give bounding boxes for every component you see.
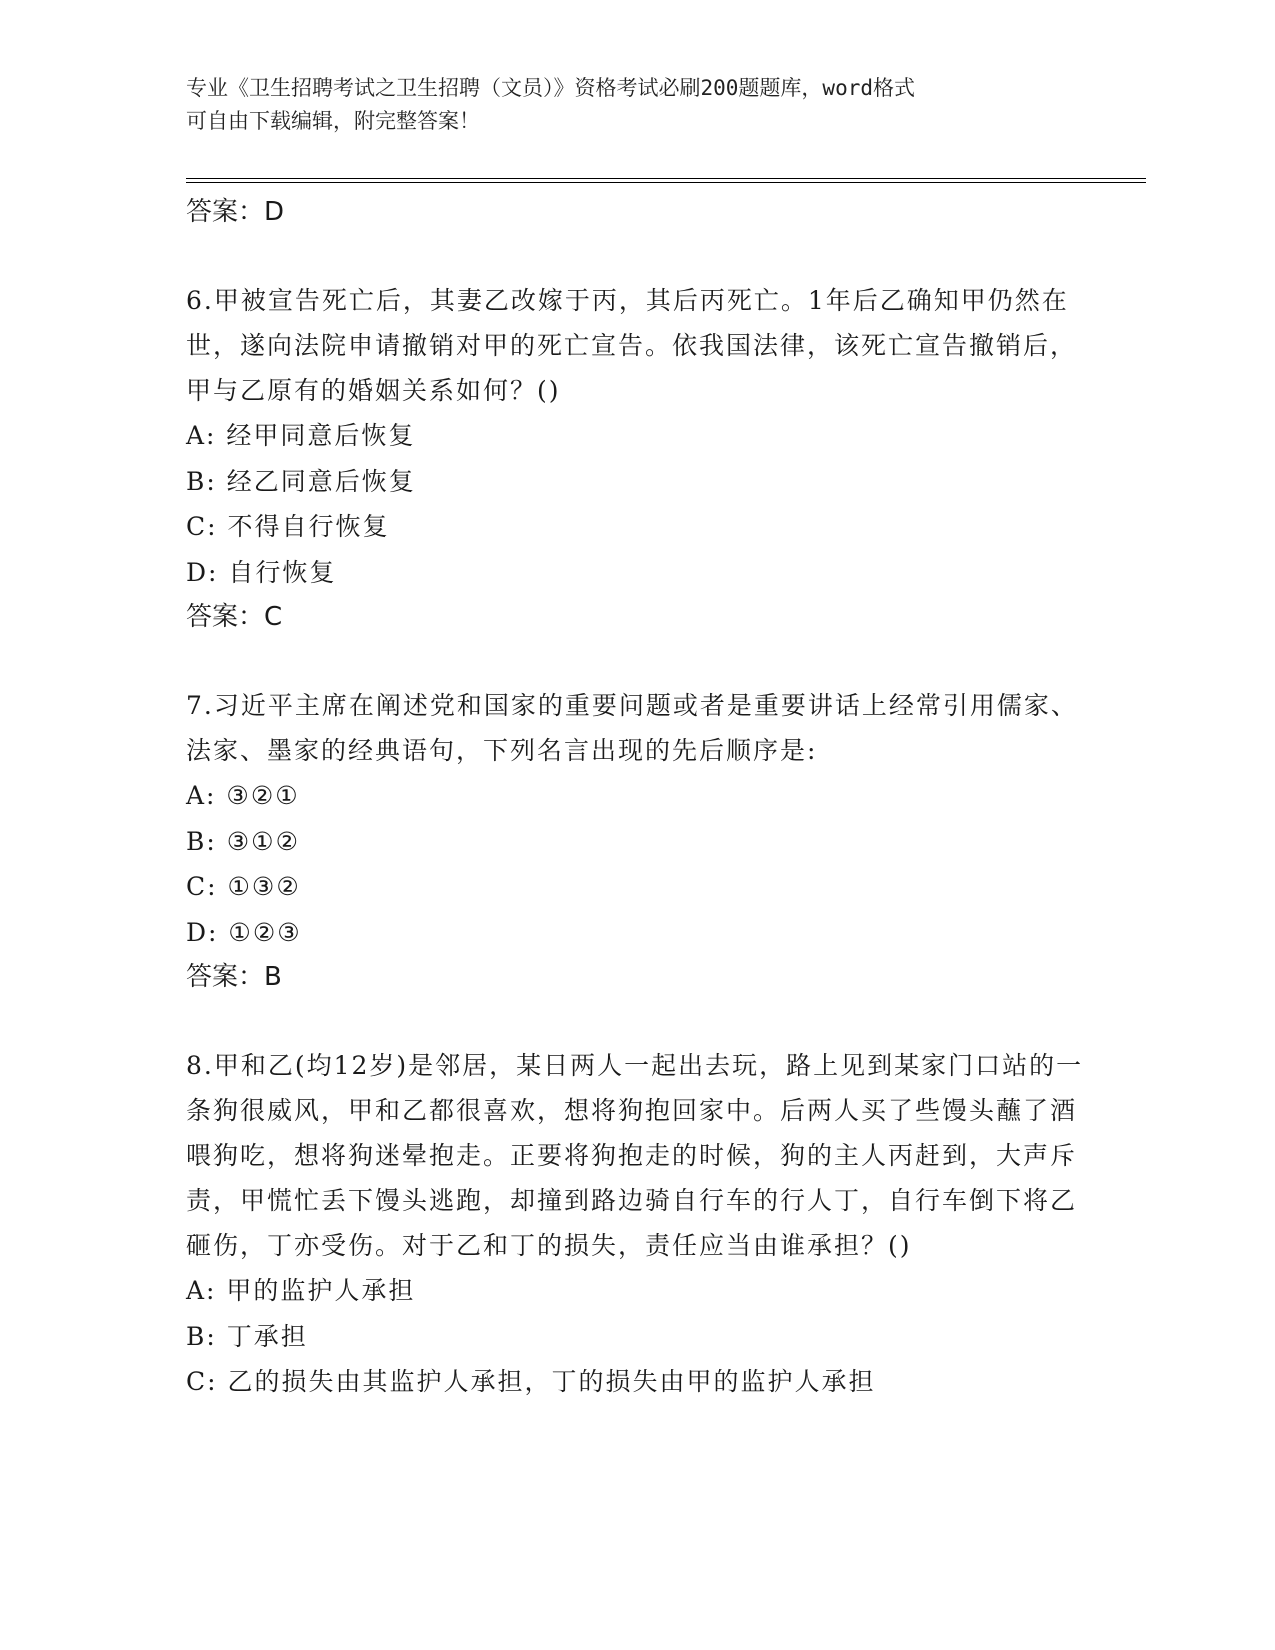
option-b: B: 丁承担 <box>186 1321 308 1351</box>
question-8 <box>186 1043 1086 1405</box>
option-b: B: 经乙同意后恢复 <box>186 466 416 496</box>
option-b: B: ③①② <box>186 826 300 856</box>
previous-answer: 答案：D <box>186 197 285 227</box>
option-a: A: 甲的监护人承担 <box>186 1276 416 1305</box>
option-a: A: 经甲同意后恢复 <box>186 421 416 450</box>
question-stem: 7.习近平主席在阐述党和国家的重要问题或者是重要讲话上经常引用儒家、法家、墨家的经典语句，下列名言出现的先后顺序是: <box>186 691 1078 765</box>
option-d: D: ①②③ <box>186 917 302 947</box>
question-stem: 6.甲被宣告死亡后，其妻乙改嫁于丙，其后丙死亡。1年后乙确知甲仍然在世，遂向法院申请撤销对甲的死亡宣告。依我国法律，该死亡宣告撤销后，甲与乙原有的婚姻关系如何？() <box>186 286 1078 405</box>
question-stem: 8.甲和乙(均12岁)是邻居，某日两人一起出去玩，路上见到某家门口站的一条狗很威风，甲和乙都很喜欢，想将狗抱回家中。后两人买了些馒头蘸了酒喂狗吃，想将狗迷晕抱走。正要将狗抱走的时候，狗的主人丙赶到，大声斥责，甲慌忙丢下馒头逃跑，却撞到路边骑自行车的行人丁，自行车倒下将乙砸伤，丁亦受伤。对于乙和丁的损失，责任应当由谁承担？() <box>186 1051 1084 1260</box>
question-7 <box>186 683 1086 999</box>
option-c: C: 不得自行恢复 <box>186 512 390 541</box>
document-body <box>186 190 1086 1405</box>
question-answer: 答案：B <box>186 962 282 992</box>
header-rule-bottom <box>186 182 1146 183</box>
page-header <box>186 72 1086 138</box>
option-c: C: ①③② <box>186 872 301 901</box>
option-c: C: 乙的损失由其监护人承担，丁的损失由甲的监护人承担 <box>186 1367 876 1396</box>
option-d: D: 自行恢复 <box>186 557 337 587</box>
header-line-1: 专业《卫生招聘考试之卫生招聘（文员）》资格考试必刷200题题库，word格式 <box>186 76 915 100</box>
option-a: A: ③②① <box>186 781 300 810</box>
header-line-2: 可自由下载编辑，附完整答案！ <box>186 109 480 133</box>
question-answer: 答案：C <box>186 602 283 632</box>
header-rule-top <box>186 178 1146 179</box>
question-6 <box>186 278 1086 639</box>
